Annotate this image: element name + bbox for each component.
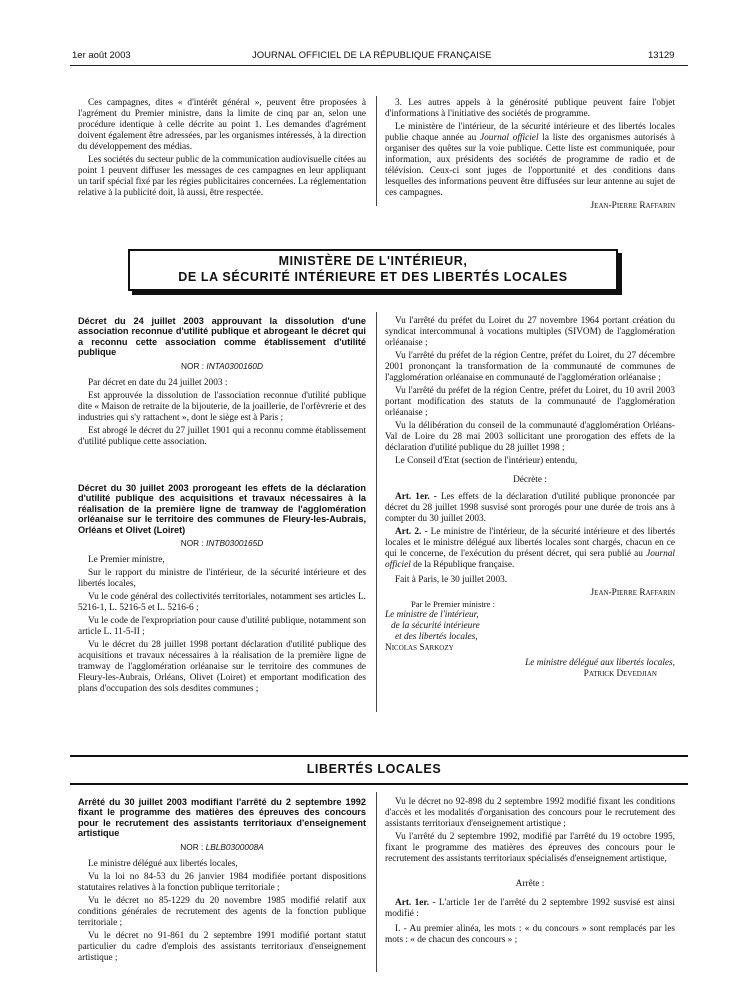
decree2-paragraph: Le Conseil d'Etat (section de l'intérieur) entendu,: [395, 456, 578, 466]
arrete-arrete-word: Arrête :: [515, 879, 545, 889]
section-title-libertes-locales: LIBERTÉS LOCALES: [306, 762, 442, 776]
decree2-article1: Art. 1er. - Les effets de la déclaration d'utilité publique prononcée par décret du 28 juillet 1998 susvisé sont prorogés pour une durée de trois ans à compter du 30 juillet 2003.: [385, 492, 675, 524]
decree2-title: Décret du 30 juillet 2003 prorogeant les effets de la déclaration d'utilité publique des acquisitions et travaux nécessaires à la réalisation de la première ligne de tramway de l'agglomération orléanaise sur le territoire des communes de Fleury-les-Aubrais, Orléans et Olivet (Loiret): [78, 483, 366, 535]
decree2-par-pm: Par le Premier ministre :: [411, 599, 496, 609]
ministry-heading-line2: DE LA SÉCURITÉ INTÉRIEURE ET DES LIBERTÉS LOCALES: [178, 270, 568, 284]
arrete-paragraph: Vu l'arrêté du 2 septembre 1992, modifié par l'arrêté du 19 octobre 1995, fixant le programme des matières des épreuves des concours pour le recrutement des assistants territoriaux spécialisés d'enseignement artistique,: [385, 832, 675, 864]
decree2-paragraph: Vu l'arrêté du préfet de la région Centre, préfet du Loiret, du 27 décembre 2001 prononçant la transformation de la communauté de communes de l'agglomération orléanaise en communauté de l'agglomération orléanaise ;: [385, 351, 675, 383]
decree2-minister2-name: Patrick Devedjian: [583, 669, 657, 679]
decree2-nor: NOR : INTB0300165D: [180, 538, 264, 549]
decree2-minister1-line1: Le ministre de l'intérieur,: [385, 610, 479, 620]
arrete-paragraph: Le ministre délégué aux libertés locales,: [88, 858, 238, 869]
header-rule: [70, 65, 688, 66]
arrete-right-column: [385, 797, 675, 948]
decree2-minister2-title: Le ministre délégué aux libertés locales,: [525, 658, 675, 668]
decree2-paragraph: Vu l'arrêté du préfet du Loiret du 27 novembre 1964 portant création du syndicat intercommunal à vocations multiples (SIVOM) de l'agglomération orléanaise ;: [385, 316, 675, 348]
decree1-paragraph: Est approuvée la dissolution de l'association reconnue d'utilité publique dite « Maison de retraite de la bijouterie, de la joaillerie, de l'orfèvrerie et des industries qui s'y rattachent », dont le siège est à Paris ;: [78, 390, 366, 423]
journal-officiel-mention: Journal officiel: [480, 133, 539, 143]
decree1-nor: NOR : INTA0300160D: [181, 360, 263, 371]
decree2-block: [78, 483, 366, 697]
signature-raffarin: Jean-Pierre Raffarin: [590, 201, 675, 211]
ministry-heading-line1: MINISTÈRE DE L'INTÉRIEUR,: [278, 254, 468, 268]
section-rule: [70, 755, 688, 757]
arrete-title: Arrêté du 30 juillet 2003 modifiant l'arrêté du 2 septembre 1992 fixant le programme des matières des épreuves des concours pour le recrutement des assistants territoriaux d'enseignement artistique: [78, 797, 366, 839]
section-rule: [70, 783, 688, 785]
decree2-done-at: Fait à Paris, le 30 juillet 2003.: [395, 575, 508, 585]
top-right-paragraph: Le ministère de l'intérieur, de la sécurité intérieure et des libertés locales publie chaque année au Journal officiel la liste des organismes autorisés à organiser des quêtes sur la voie publique. Cette liste est communiquée, pour information, aux présidents des sociétés de programme de radio et de télévision. Ceux-ci sont juges de l'opportunité et des conditions dans lesquelles des informations peuvent être diffusées sur leur antenne au sujet de ces campagnes.: [385, 122, 675, 198]
decree2-paragraph: Le Premier ministre,: [88, 555, 165, 566]
header-journal-title: JOURNAL OFFICIEL DE LA RÉPUBLIQUE FRANÇAISE: [252, 50, 492, 61]
top-left-paragraph: Les sociétés du secteur public de la communication audiovisuelle citées au point 1 peuvent diffuser les messages de ces campagnes en leur appliquant un tarif spécial fixé par les régies publicitaires concernées. La réglementation relative à la publicité doit, là aussi, être respectée.: [78, 155, 366, 198]
top-left-column: [78, 98, 366, 201]
header-page-number: 13129: [648, 50, 675, 61]
decree1-paragraph: Est abrogé le décret du 27 juillet 1901 qui a reconnu comme établissement d'utilité publique cette association.: [78, 425, 366, 447]
decree2-paragraph: Vu le décret du 28 juillet 1998 portant déclaration d'utilité publique des acquisitions et travaux nécessaires à la réalisation de la première ligne de tramway de l'agglomération orléanaise sur le territoire des communes de Fleury-les-Aubrais, Orléans, Olivet (Loiret) et emportant modification des plans d'occupation des sols desdites communes ;: [78, 640, 366, 695]
top-right-paragraph: 3. Les autres appels à la générosité publique peuvent faire l'objet d'informations à l'initiative des sociétés de programme.: [385, 98, 675, 119]
decree2-minister1-line3: et des libertés locales,: [395, 632, 478, 642]
decree1-block: [78, 316, 366, 450]
arrete-paragraph: Vu la loi no 84-53 du 26 janvier 1984 modifiée portant dispositions statutaires relatives à la fonction publique territoriale ;: [78, 871, 366, 893]
column-divider: [376, 96, 377, 206]
decree2-paragraph: Vu le code général des collectivités territoriales, notamment ses articles L. 5216-1, L. 5216-5 et L. 5216-6 ;: [78, 592, 366, 614]
column-divider: [376, 312, 377, 712]
arrete-block: [78, 797, 366, 966]
header-date: 1er août 2003: [72, 50, 131, 61]
top-right-column: [385, 98, 675, 212]
decree2-right-column: [385, 316, 675, 680]
ministry-heading: [128, 249, 618, 291]
decree2-paragraph: Vu le code de l'expropriation pour cause d'utilité publique, notamment son article L. 11-5-II ;: [78, 616, 366, 638]
top-left-paragraph: Ces campagnes, dites « d'intérêt général », peuvent être proposées à l'agrément du Premier ministre, dans la limite de cinq par an, selon une procédure identique à celle décrite au point 1. Les demandes d'agrément doivent également être adressées, par les organismes intéressés, à la direction du développement des médias.: [78, 98, 366, 152]
arrete-paragraph: Vu le décret no 91-861 du 2 septembre 1991 modifié portant statut particulier du cadre d'emplois des assistants territoriaux d'enseignement artistique ;: [78, 930, 366, 963]
decree2-decrete: Décrète :: [513, 475, 547, 485]
column-divider: [376, 792, 377, 972]
decree1-paragraph: Par décret en date du 24 juillet 2003 :: [88, 377, 228, 388]
arrete-article1: Art. 1er. - L'article 1er de l'arrêté du 2 septembre 1992 susvisé est ainsi modifié :: [385, 898, 675, 919]
decree2-paragraph: Vu la délibération du conseil de la communauté d'agglomération Orléans-Val de Loire du 28 mai 2003 sollicitant une prorogation des effets de la déclaration d'utilité publique du 28 juillet 1998 ;: [385, 421, 675, 453]
arrete-paragraph: Vu le décret no 85-1229 du 20 novembre 1985 modifié relatif aux conditions générales de recrutement des agents de la fonction publique territoriale ;: [78, 895, 366, 928]
decree2-paragraph: Sur le rapport du ministre de l'intérieur, de la sécurité intérieure et des libertés locales,: [78, 568, 366, 590]
decree2-signature-pm: Jean-Pierre Raffarin: [590, 588, 675, 598]
decree2-paragraph: Vu l'arrêté du préfet de la région Centre, préfet du Loiret, du 10 avril 2003 portant modification des statuts de la communauté de l'agglomération orléanaise ;: [385, 386, 675, 418]
arrete-item1: I. - Au premier alinéa, les mots : « du concours » sont remplacés par les mots : « de chacun des concours » ;: [385, 924, 675, 945]
arrete-paragraph: Vu le décret no 92-898 du 2 septembre 1992 modifié fixant les conditions d'accès et les modalités d'organisation des concours pour le recrutement des assistants territoriaux d'enseignement artistique ;: [385, 797, 675, 829]
decree2-minister1-name: Nicolas Sarkozy: [385, 643, 454, 653]
arrete-nor: NOR : LBLB0300008A: [180, 841, 264, 852]
decree2-article2: Art. 2. - Le ministre de l'intérieur, de la sécurité intérieure et des libertés locales et le ministre délégué aux libertés locales sont chargés, chacun en ce qui le concerne, de l'exécution du présent décret, qui sera publié au Journal officiel de la République française.: [385, 527, 676, 570]
decree1-title: Décret du 24 juillet 2003 approuvant la dissolution d'une association reconnue d'utilité publique et abrogeant le décret qui a reconnu cette association comme établissement d'utilité publique: [78, 316, 366, 358]
decree2-minister1-line2: de la sécurité intérieure: [391, 621, 480, 631]
